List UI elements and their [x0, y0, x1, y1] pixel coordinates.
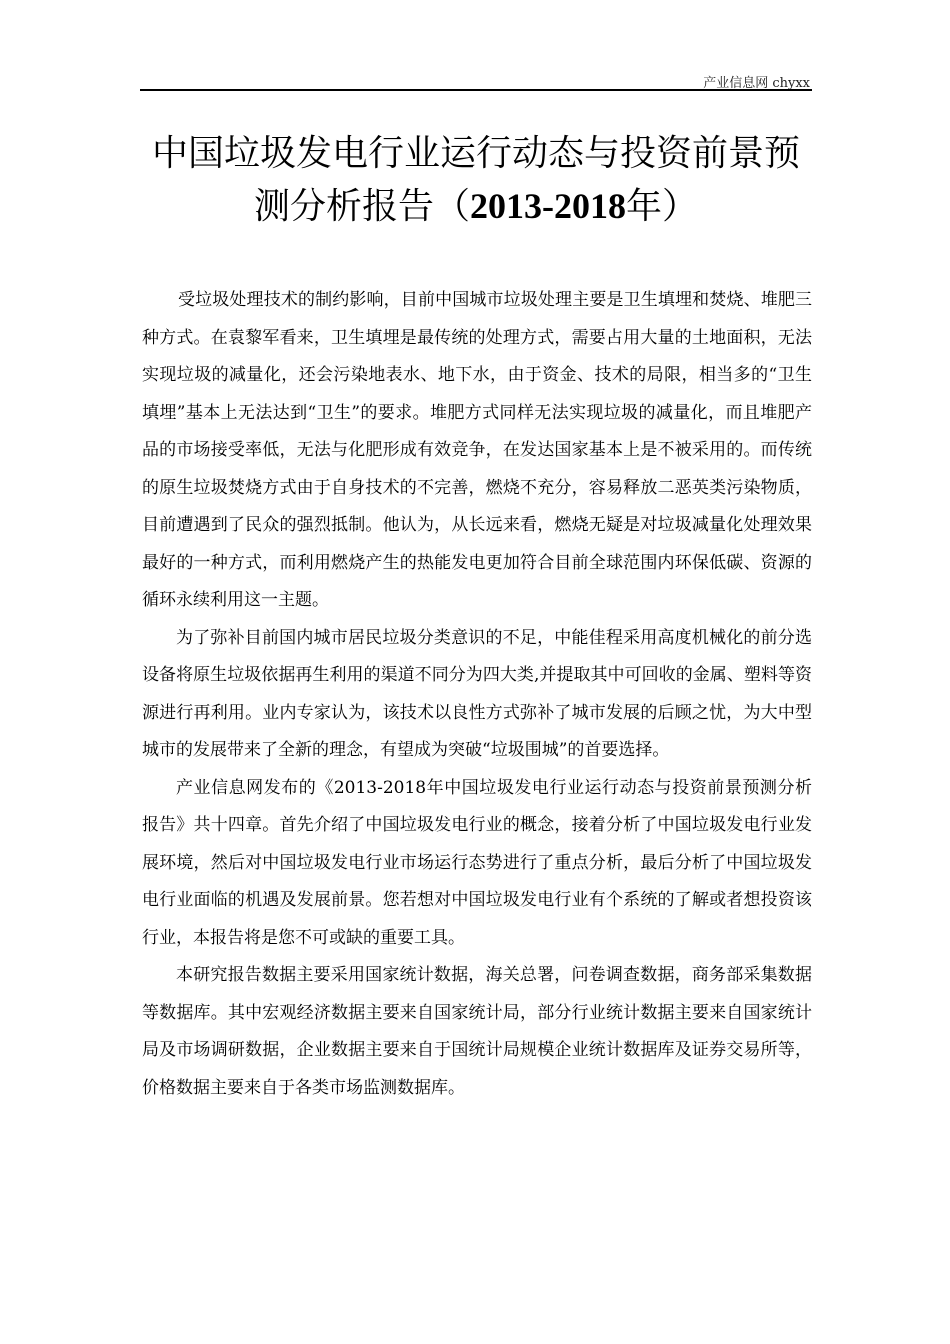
header-rule — [140, 89, 812, 91]
paragraph-4: 本研究报告数据主要采用国家统计数据，海关总署，问卷调查数据，商务部采集数据等数据库。其中宏观经济数据主要来自国家统计局，部分行业统计数据主要来自国家统计局及市场调研数据，企业数据主要来自于国统计局规模企业统计数据库及证券交易所等，价格数据主要来自于各类市场监测数据库。 — [142, 965, 812, 1098]
body-text — [142, 282, 812, 1107]
header-site-label: 产业信息网 chyxx — [703, 76, 810, 91]
title-line-1: 中国垃圾发电行业运行动态与投资前景预 — [151, 133, 800, 174]
title-line-2 — [140, 180, 812, 233]
paragraph-2: 为了弥补目前国内城市居民垃圾分类意识的不足，中能佳程采用高度机械化的前分选设备将原生垃圾依据再生利用的渠道不同分为四大类,并提取其中可回收的金属、塑料等资源进行再利用。业内专家认为，该技术以良性方式弥补了城市发展的后顾之忧，为大中型城市的发展带来了全新的理念，有望成为突破“垃圾围城”的首要选择。 — [142, 627, 812, 760]
paragraph-3: 产业信息网发布的《2013-2018年中国垃圾发电行业运行动态与投资前景预测分析报告》共十四章。首先介绍了中国垃圾发电行业的概念，接着分析了中国垃圾发电行业发展环境，然后对中国垃圾发电行业市场运行态势进行了重点分析，最后分析了中国垃圾发电行业面临的机遇及发展前景。您若想对中国垃圾发电行业有个系统的了解或者想投资该行业，本报告将是您不可或缺的重要工具。 — [142, 777, 812, 948]
paragraph-1: 受垃圾处理技术的制约影响，目前中国城市垃圾处理主要是卫生填埋和焚烧、堆肥三种方式。在袁黎军看来，卫生填埋是最传统的处理方式，需要占用大量的土地面积，无法实现垃圾的减量化，还会污染地表水、地下水，由于资金、技术的局限，相当多的“卫生填埋”基本上无法达到“卫生”的要求。堆肥方式同样无法实现垃圾的减量化，而且堆肥产品的市场接受率低，无法与化肥形成有效竞争，在发达国家基本上是不被采用的。而传统的原生垃圾焚烧方式由于自身技术的不完善，燃烧不充分，容易释放二恶英类污染物质，目前遭遇到了民众的强烈抵制。他认为，从长远来看，燃烧无疑是对垃圾减量化处理效果最好的一种方式，而利用燃烧产生的热能发电更加符合目前全球范围内环保低碳、资源的循环永续利用这一主题。 — [142, 290, 812, 610]
title-prefix: 测分析报告（ — [253, 186, 470, 227]
title-years: 2013-2018 — [470, 186, 626, 226]
title-suffix: 年） — [626, 186, 699, 227]
page-title — [140, 128, 812, 233]
